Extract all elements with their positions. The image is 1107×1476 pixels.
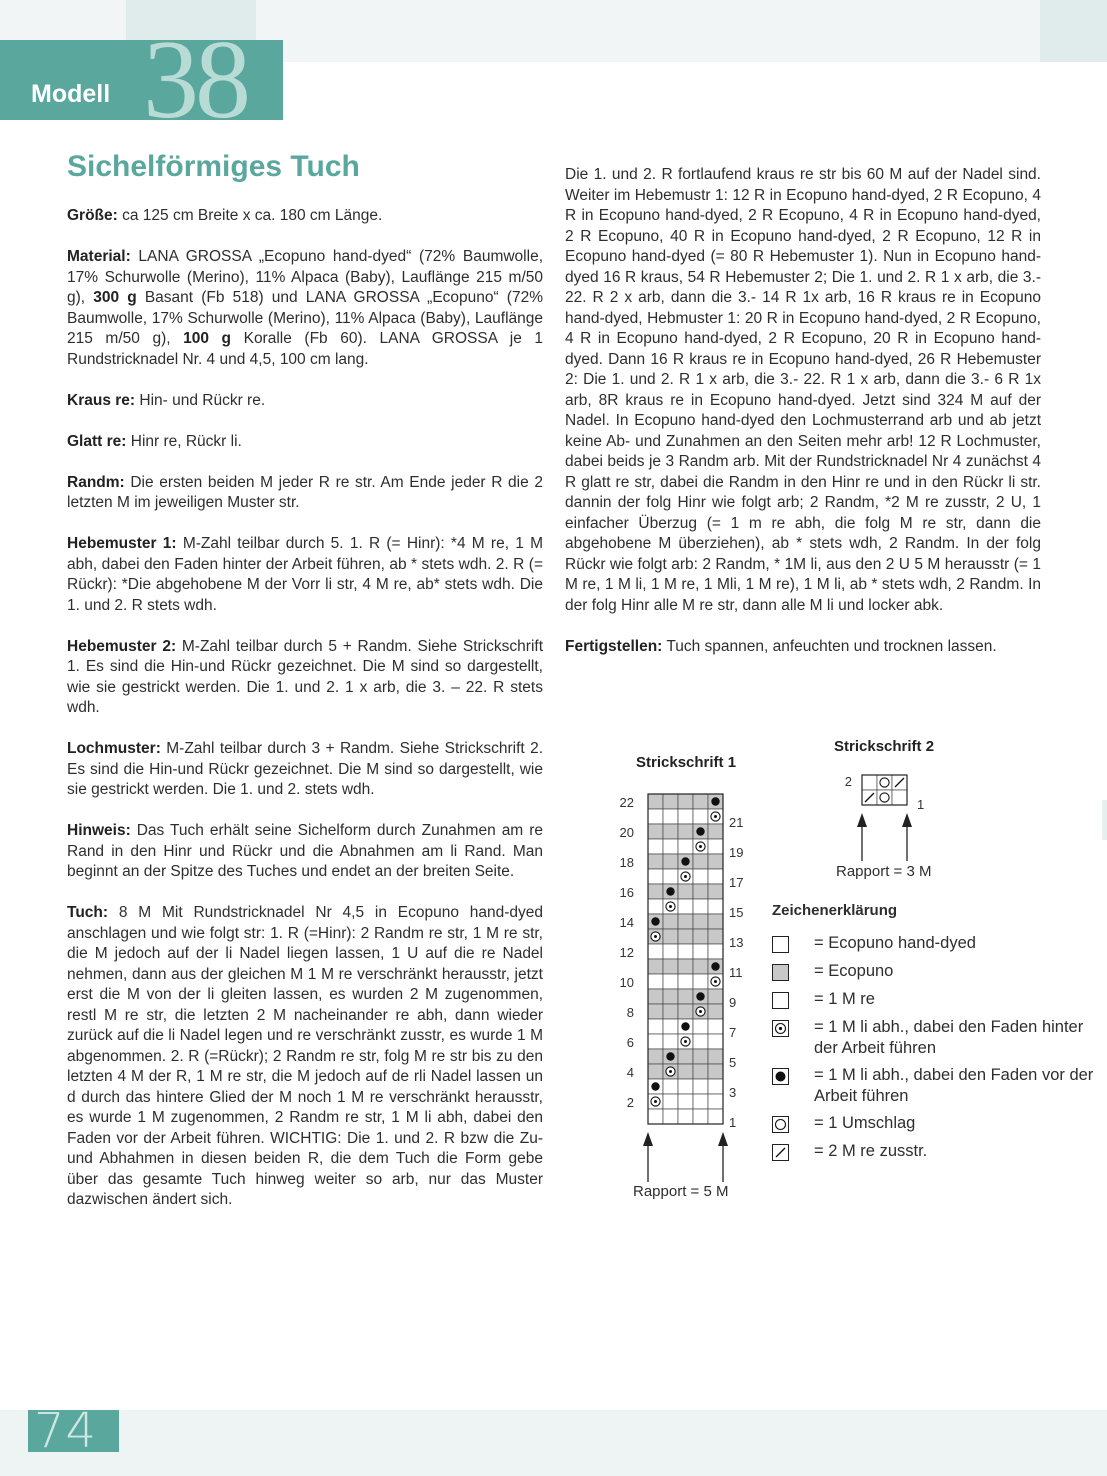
chart1-cell bbox=[678, 1079, 693, 1094]
chart1-cell bbox=[678, 884, 693, 899]
chart1-cell bbox=[678, 929, 693, 944]
chart1-cell bbox=[648, 1034, 663, 1049]
chart1-cell bbox=[663, 1109, 678, 1124]
chart1-cell bbox=[678, 974, 693, 989]
chart1-cell bbox=[663, 914, 678, 929]
chart1-row-label: 19 bbox=[729, 845, 744, 860]
chart1-cell bbox=[708, 929, 723, 944]
chart1-cell bbox=[693, 809, 708, 824]
chart1-row-label: 18 bbox=[619, 855, 634, 870]
chart1-cell bbox=[648, 1064, 663, 1079]
circle-dot-center bbox=[654, 935, 657, 938]
model-word: Modell bbox=[31, 80, 111, 108]
paragraph-label: Größe: bbox=[67, 207, 118, 224]
legend-label: = Ecopuno hand-dyed bbox=[814, 934, 976, 952]
paragraph-text: M-Zahl teilbar durch 5 + Randm. Siehe Strickschrift 1. Es sind die Hin-und Rückr gezeichnet. Die M sind so dargestellt, wie sie gestrickt werden. Die 1. und 2. 1 x arb, die 3. – 22. R stets wdh. bbox=[67, 637, 543, 716]
left-paragraphs-6 bbox=[67, 637, 543, 719]
chart1-cell bbox=[663, 1004, 678, 1019]
chart1-cell bbox=[663, 959, 678, 974]
page-title: Sichelförmiges Tuch bbox=[67, 150, 360, 183]
chart1-cell bbox=[648, 854, 663, 869]
legend-item bbox=[772, 1065, 1102, 1107]
arrow-up-icon bbox=[857, 813, 867, 827]
filled-dot-icon bbox=[696, 992, 704, 1000]
chart1-cell bbox=[693, 1079, 708, 1094]
chart1-cell bbox=[708, 899, 723, 914]
left-paragraphs-2 bbox=[67, 391, 543, 412]
legend-label: = 2 M re zusstr. bbox=[814, 1142, 928, 1160]
chart1-cell bbox=[648, 824, 663, 839]
chart1-cell bbox=[648, 884, 663, 899]
top-tab-right bbox=[1040, 0, 1107, 62]
circle-dot-center bbox=[684, 1040, 687, 1043]
k2tog-icon bbox=[772, 1144, 789, 1161]
chart1-cell bbox=[678, 989, 693, 1004]
paragraph-label: 100 g bbox=[183, 330, 232, 347]
chart1-cell bbox=[648, 944, 663, 959]
paragraph-text: Die 1. und 2. R fortlaufend kraus re str bis 60 M auf der Nadel sind. Weiter im Hebemustr 1: 12 R in Ecopuno hand-dyed, 2 R Ecopuno, 4 R in Ecopuno hand-dyed, 2 R Ecopuno, 4 R in Ecopuno hand-dyed, 2 R Ecopuno, 40 R in Ecopuno hand-dyed, 2 R Ecopuno, 12 R in Ecopuno hand-dyed (= 80 R Hebemuster 1). Nun in Ecopuno hand-dyed 16 R kraus, 54 R Hebemuster 2; Die 1. und 2. R 1 x arb, die 3.- 22. R 2 x arb, dann die 3.- 14 R 1x arb, 16 R kraus re in Ecopuno hand-dyed, Hebmuster 1: 20 R in Ecopuno hand-dyed, 2 R Ecopuno, 4 R in Ecopuno hand-dyed, 2 R Ecopuno, 20 R in Ecopuno hand-dyed. Dann 16 R kraus re in Ecopuno hand-dyed, 26 R Hebemuster 2: Die 1. und 2. R 1 x arb, die 3.- 22. R 1 x arb, dann die 3.- 6 R 1x arb, 8R kraus re in Ecopuno hand-dyed. Jetzt sind 324 M auf der Nadel. In Ecopuno hand-dyed den Lochmusterrand arb und ab jetzt keine Ab- und Zunahmen an den Seiten mehr arb! 12 R Lochmuster, dabei beids je 3 Randm arb. Mit der Rundstricknadel Nr 4 zunächst 4 R glatt re str, dabei die Randm in den Hinr re und in den Rückr li str. dannin der folg Hinr wie folgt arb; 2 Randm, *2 M re zusstr, 2 U, 1 einfacher Überzug (= 1 m re abh, die folg M re str, dann die abgehobene M überziehen), ab * stets wdh, 2 Randm. In der folg Rückr wie folgt arb: 2 Randm, * 1M li, aus den 2 U 5 M herausstr (= 1 M re, 1 M li, 1 M re, 1 Mli, 1 M re), 1 M li, ab * stets wdh, 2 Randm. In der folg Hinr alle M re str, dann alle M li und locker abk. bbox=[565, 166, 1041, 614]
empty-square-icon bbox=[772, 992, 789, 1009]
chart1-cell bbox=[678, 1064, 693, 1079]
chart1-cell bbox=[693, 929, 708, 944]
legend-item bbox=[772, 1141, 1102, 1163]
chart1-cell bbox=[663, 839, 678, 854]
chart1-cell bbox=[693, 794, 708, 809]
chart1-cell bbox=[663, 824, 678, 839]
filled-dot-icon bbox=[681, 1022, 689, 1030]
paragraph-label: Hebemuster 2: bbox=[67, 637, 177, 655]
left-paragraphs-0 bbox=[67, 206, 543, 227]
filled-dot-icon bbox=[696, 827, 704, 835]
chart1-cell bbox=[648, 989, 663, 1004]
paragraph-label: Hinweis: bbox=[67, 822, 131, 839]
legend-item bbox=[772, 1113, 1102, 1135]
circle-dot-center bbox=[684, 875, 687, 878]
left-paragraphs-9 bbox=[67, 903, 543, 1211]
chart1-cell bbox=[693, 959, 708, 974]
chart1-cell bbox=[648, 809, 663, 824]
chart1-cell bbox=[663, 974, 678, 989]
chart1-cell bbox=[693, 869, 708, 884]
chart1-row-label: 17 bbox=[729, 875, 744, 890]
chart1-row-label: 16 bbox=[619, 885, 634, 900]
paragraph-label: Randm: bbox=[67, 473, 125, 491]
chart1-cell bbox=[678, 899, 693, 914]
circle-dot-center bbox=[669, 905, 672, 908]
chart1-cell bbox=[693, 1034, 708, 1049]
paragraph-text: 8 M Mit Rundstricknadel Nr 4,5 in Ecopuno hand-dyed anschlagen und wie folgt str: 1. R (=Hinr): 2 Randm re str, 1 M re str, die M jedoch auf der li Nadel liegen lassen, 1 U auf die re Nadel nehmen, dann aus der gleichen M 1 M re verschränkt herausstr, jetzt erst die M von der li gleiten lassen, es wurden 2 M zugenommen, restl M re str, die letzten 2 M nacheinander re abh, dann wieder zurück auf die li Nadel legen und re verschränkt zusstr, es wurde 1 M abgenommen. 2. R (=Rückr); 2 Randm re str, folg M re str bis zu den letzten 4 M der R, 1 M re str, die M jedoch auf de rli Nadel lassen un d durch das hintere Glied der M noch 1 M re verschränkt herausstr, es wurde 1 M zugenommen, 2 Randm re str, 1 M li abh, dabei den Faden vor der Arbeit führen. WICHTIG: Die 1. und 2. R bzw die Zu- und Abhahmen in diesen beiden R, die dem Tuch die Form gebe über das gesamte Tuch hinweg weiter so arb, nur das Muster dazwischen ändert sich. bbox=[67, 904, 543, 1208]
chart1-cell bbox=[648, 974, 663, 989]
chart1-cell bbox=[663, 854, 678, 869]
legend-item bbox=[772, 933, 1102, 955]
chart1-cell bbox=[693, 974, 708, 989]
arrow-up-icon bbox=[643, 1132, 653, 1146]
paragraph-text: Basant (Fb 518) und LANA GROSSA „Ecopuno“ (72% Baumwolle, 17% Schurwolle (Merino), 11% Alpaca (Baby), Lauflänge 215 m/50 g), bbox=[67, 289, 543, 347]
chart1-cell bbox=[678, 1094, 693, 1109]
chart1-cell bbox=[708, 1034, 723, 1049]
paragraph-label: Material: bbox=[67, 248, 131, 265]
circle-dot-center bbox=[714, 980, 717, 983]
chart1-cell bbox=[663, 794, 678, 809]
yarn-over-icon bbox=[772, 1116, 789, 1133]
chart1-cell bbox=[708, 914, 723, 929]
chart2-cell bbox=[862, 775, 877, 790]
chart1-cell bbox=[693, 1094, 708, 1109]
chart1-row-label: 2 bbox=[626, 1095, 634, 1110]
chart1-row-label: 4 bbox=[626, 1065, 634, 1080]
right-text-column bbox=[565, 165, 1041, 678]
yarn-over-icon bbox=[880, 778, 889, 787]
yarn-over-icon bbox=[880, 793, 889, 802]
chart1-cell bbox=[648, 1109, 663, 1124]
chart2-row-label: 2 bbox=[844, 774, 852, 789]
chart1-cell bbox=[693, 1049, 708, 1064]
chart2-row-label: 1 bbox=[917, 797, 925, 812]
chart1-row-label: 20 bbox=[619, 825, 634, 840]
legend-item bbox=[772, 1017, 1102, 1059]
chart1-cell bbox=[693, 944, 708, 959]
knitting-chart-2 bbox=[838, 770, 938, 865]
chart1-cell bbox=[708, 1109, 723, 1124]
chart1-row-label: 1 bbox=[729, 1115, 737, 1130]
k2tog-mark bbox=[776, 1148, 785, 1157]
chart1-row-label: 6 bbox=[626, 1035, 634, 1050]
chart1-cell bbox=[648, 1049, 663, 1064]
chart1-row-label: 14 bbox=[619, 915, 634, 930]
chart1-cell bbox=[693, 884, 708, 899]
filled-dot-icon bbox=[651, 917, 659, 925]
legend-label: = 1 M li abh., dabei den Faden hinter der Arbeit führen bbox=[814, 1018, 1084, 1057]
chart1-cell bbox=[648, 1004, 663, 1019]
right-paragraphs-0 bbox=[565, 165, 1041, 616]
chart1-row-label: 11 bbox=[729, 965, 743, 980]
empty-square-icon bbox=[772, 936, 789, 953]
chart1-row-label: 5 bbox=[729, 1055, 737, 1070]
chart1-cell bbox=[663, 929, 678, 944]
paragraph-label: Tuch: bbox=[67, 904, 109, 921]
left-paragraphs-7 bbox=[67, 739, 543, 801]
chart1-title: Strickschrift 1 bbox=[636, 754, 737, 771]
paragraph-label: Lochmuster: bbox=[67, 740, 161, 757]
filled-dot-icon bbox=[711, 797, 719, 805]
chart1-cell bbox=[663, 809, 678, 824]
chart1-cell bbox=[708, 1049, 723, 1064]
legend-item bbox=[772, 989, 1102, 1011]
circle-dot-center bbox=[714, 815, 717, 818]
paragraph-label: Glatt re: bbox=[67, 432, 127, 450]
chart1-cell bbox=[648, 899, 663, 914]
chart1-cell bbox=[663, 1079, 678, 1094]
chart1-cell bbox=[678, 824, 693, 839]
chart1-cell bbox=[678, 809, 693, 824]
filled-dot-icon bbox=[651, 1082, 659, 1090]
paragraph-label: Fertigstellen: bbox=[565, 637, 663, 655]
knitting-chart-1 bbox=[610, 788, 760, 1183]
chart1-cell bbox=[648, 869, 663, 884]
chart1-row-label: 8 bbox=[626, 1005, 634, 1020]
chart1-cell bbox=[693, 1064, 708, 1079]
chart1-row-label: 15 bbox=[729, 905, 744, 920]
chart1-row-label: 7 bbox=[729, 1025, 737, 1040]
legend-label: = 1 M li abh., dabei den Faden vor der Arbeit führen bbox=[814, 1066, 1094, 1105]
legend-label: = 1 M re bbox=[814, 990, 875, 1008]
legend-label: = 1 Umschlag bbox=[814, 1114, 916, 1132]
circle-dot-center bbox=[654, 1100, 657, 1103]
chart1-cell bbox=[678, 914, 693, 929]
legend-label: = Ecopuno bbox=[814, 962, 894, 980]
chart1-cell bbox=[648, 1019, 663, 1034]
chart1-cell bbox=[708, 1019, 723, 1034]
arrow-up-icon bbox=[718, 1132, 728, 1146]
chart2-rapport: Rapport = 3 M bbox=[836, 863, 932, 880]
page-number: 74 bbox=[34, 1403, 98, 1459]
circle-dot-icon bbox=[772, 1020, 789, 1037]
chart1-cell bbox=[708, 854, 723, 869]
left-paragraphs-5 bbox=[67, 534, 543, 616]
chart1-cell bbox=[648, 959, 663, 974]
paragraph-text: M-Zahl teilbar durch 3 + Randm. Siehe Strickschrift 2. Es sind die Hin-und Rückr gezeichnet. Die M sind so dargestellt, wie sie gestrickt werden. Die 1. und 2. stets wdh. bbox=[67, 740, 543, 798]
chart1-cell bbox=[678, 1049, 693, 1064]
left-paragraphs-8 bbox=[67, 821, 543, 883]
chart1-cell bbox=[663, 989, 678, 1004]
paragraph-text: Das Tuch erhält seine Sichelform durch Zunahmen am re Rand in den Hinr und Rückr und die Abnahmen am li Rand. Man beginnt an der Spitze des Tuches und endet an der breiten Seite. bbox=[67, 822, 543, 880]
chart1-cell bbox=[678, 1109, 693, 1124]
chart1-cell bbox=[678, 959, 693, 974]
chart1-row-label: 3 bbox=[729, 1085, 737, 1100]
chart1-cell bbox=[708, 944, 723, 959]
chart1-row-label: 22 bbox=[619, 795, 634, 810]
chart1-cell bbox=[708, 1079, 723, 1094]
chart1-cell bbox=[708, 839, 723, 854]
chart2-title: Strickschrift 2 bbox=[834, 738, 935, 755]
filled-dot-mark bbox=[776, 1072, 786, 1082]
paragraph-text: LANA GROSSA „Ecopuno hand-dyed“ (72% Baumwolle, 17% Schurwolle (Merino), 11% Alpaca (Baby), Lauflänge 215 m/50 g), bbox=[67, 248, 543, 306]
legend bbox=[772, 902, 1102, 1169]
circle-dot-center bbox=[699, 845, 702, 848]
left-paragraphs-3 bbox=[67, 432, 543, 453]
left-text-column bbox=[67, 206, 543, 1231]
paragraph-text: Hinr re, Rückr li. bbox=[126, 432, 242, 450]
chart1-cell bbox=[708, 884, 723, 899]
chart1-cell bbox=[693, 899, 708, 914]
arrow-up-icon bbox=[902, 813, 912, 827]
circle-dot-center bbox=[699, 1010, 702, 1013]
footer-band bbox=[0, 1410, 1107, 1476]
paragraph-text: Koralle (Fb 60). LANA GROSSA je 1 Rundstricknadel Nr. 4 und 4,5, 100 cm lang. bbox=[67, 330, 544, 368]
legend-item bbox=[772, 961, 1102, 983]
chart1-cell bbox=[708, 869, 723, 884]
paragraph-label: Hebemuster 1: bbox=[67, 535, 177, 552]
paragraph-label: 300 g bbox=[93, 289, 137, 306]
paragraph-text: Tuch spannen, anfeuchten und trocknen lassen. bbox=[662, 637, 997, 655]
left-paragraphs-1 bbox=[67, 247, 543, 370]
gray-square-icon bbox=[772, 964, 789, 981]
paragraph-text: Hin- und Rückr re. bbox=[135, 391, 266, 409]
chart1-cell bbox=[708, 824, 723, 839]
chart1-cell bbox=[678, 794, 693, 809]
chart1-row-label: 10 bbox=[619, 975, 634, 990]
circle-dot-center bbox=[779, 1027, 782, 1030]
chart2-cell bbox=[892, 790, 907, 805]
paragraph-text: Die ersten beiden M jeder R re str. Am Ende jeder R die 2 letzten M im jeweiligen Muster str. bbox=[67, 473, 543, 511]
chart1-cell bbox=[708, 1004, 723, 1019]
chart1-cell bbox=[708, 989, 723, 1004]
legend-title: Zeichenerklärung bbox=[772, 902, 898, 919]
paragraph-text: M-Zahl teilbar durch 5. 1. R (= Hinr): *4 M re, 1 M abh, dabei den Faden hinter der Arbeit führen, ab * stets wdh. 2. R (= Rückr): *Die abgehobene M der Vorr li str, 4 M re, ab* stets wdh. Die 1. und 2. R stets wdh. bbox=[67, 535, 543, 614]
chart1-cell bbox=[708, 1094, 723, 1109]
chart1-cell bbox=[663, 1019, 678, 1034]
filled-dot-icon bbox=[772, 1068, 789, 1085]
filled-dot-icon bbox=[666, 887, 674, 895]
chart1-cell bbox=[678, 1004, 693, 1019]
chart1-cell bbox=[663, 1034, 678, 1049]
chart1-cell bbox=[693, 854, 708, 869]
chart1-cell bbox=[663, 944, 678, 959]
page-edge bbox=[1102, 800, 1107, 840]
chart1-cell bbox=[678, 944, 693, 959]
chart1-row-label: 13 bbox=[729, 935, 744, 950]
chart1-rapport: Rapport = 5 M bbox=[633, 1183, 729, 1200]
yarn-over-mark bbox=[776, 1120, 786, 1130]
chart1-row-label: 12 bbox=[619, 945, 634, 960]
chart1-cell bbox=[693, 1019, 708, 1034]
chart1-cell bbox=[693, 1109, 708, 1124]
paragraph-text: ca 125 cm Breite x ca. 180 cm Länge. bbox=[117, 207, 383, 224]
chart1-row-label: 9 bbox=[729, 995, 737, 1010]
model-number: 38 bbox=[143, 18, 247, 142]
chart1-cell bbox=[708, 1064, 723, 1079]
filled-dot-icon bbox=[681, 857, 689, 865]
chart1-cell bbox=[693, 914, 708, 929]
chart1-cell bbox=[678, 839, 693, 854]
chart1-row-label: 21 bbox=[729, 815, 744, 830]
chart1-cell bbox=[648, 839, 663, 854]
circle-dot-center bbox=[669, 1070, 672, 1073]
paragraph-label: Kraus re: bbox=[67, 391, 136, 409]
right-paragraphs-1 bbox=[565, 637, 1041, 658]
chart1-cell bbox=[663, 1094, 678, 1109]
chart1-cell bbox=[648, 794, 663, 809]
filled-dot-icon bbox=[666, 1052, 674, 1060]
chart1-cell bbox=[663, 869, 678, 884]
filled-dot-icon bbox=[711, 962, 719, 970]
left-paragraphs-4 bbox=[67, 473, 543, 514]
